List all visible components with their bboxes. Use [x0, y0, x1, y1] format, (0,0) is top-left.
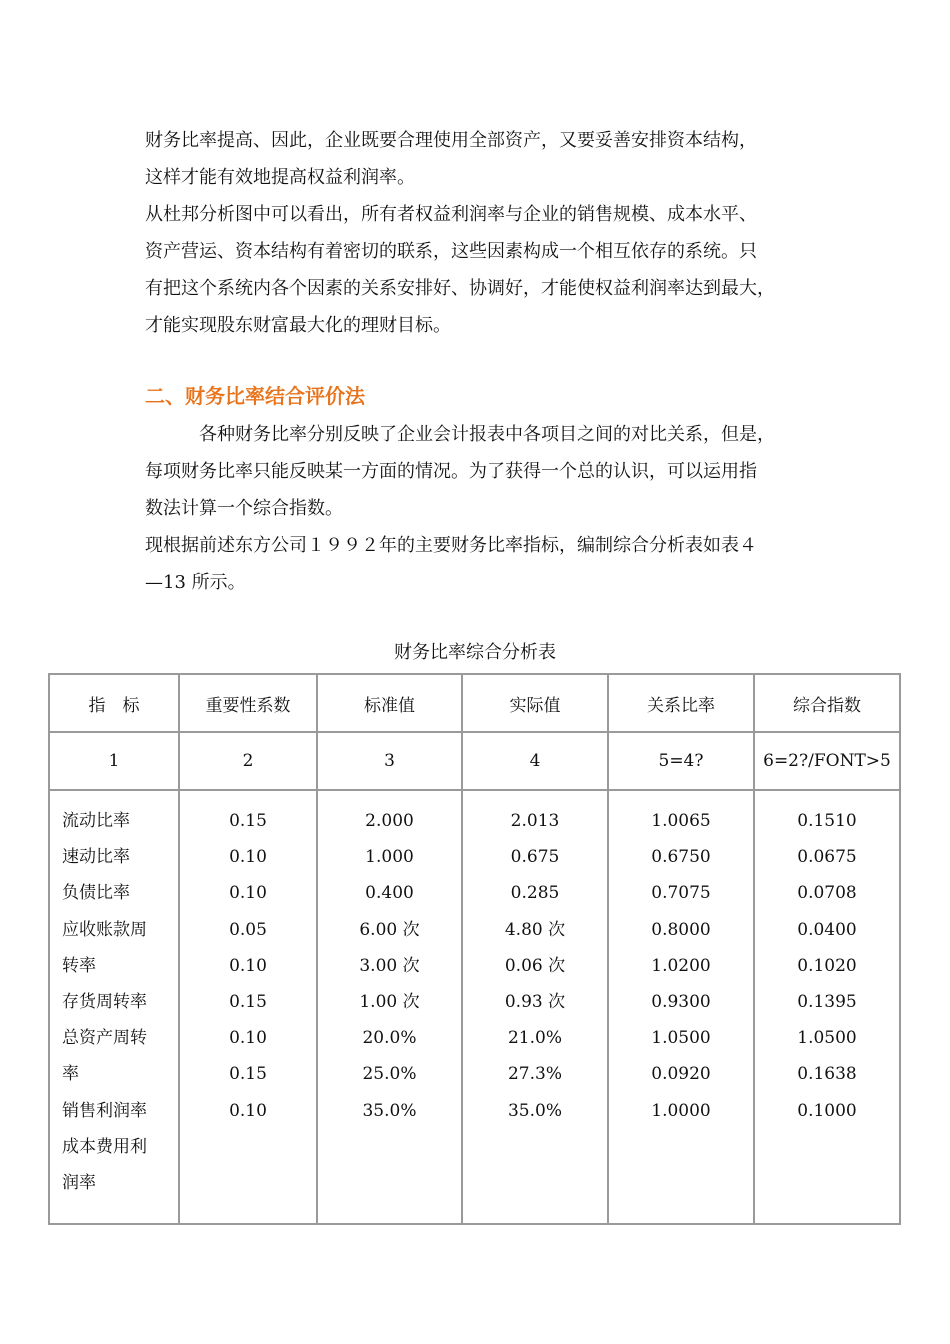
table-cell-value: 0.400 — [365, 883, 414, 904]
table-cell-value: 0.0675 — [797, 847, 857, 868]
table-cell-value: 0.0920 — [651, 1064, 711, 1085]
table-cell-value: 率 — [62, 1064, 79, 1085]
indicator-names-cell — [49, 790, 179, 1224]
table-cell-value: 0.1510 — [797, 811, 857, 831]
composite-index-cell — [754, 790, 900, 1224]
paragraph-line: 从杜邦分析图中可以看出，所有者权益利润率与企业的销售规模、成本水平、 — [145, 204, 757, 225]
section-heading: 二、财务比率结合评价法 — [145, 384, 365, 408]
paragraph-line: 这样才能有效地提高权益利润率。 — [145, 167, 415, 188]
table-cell-value: 0.0400 — [797, 919, 857, 940]
header-cell: 综合指数 — [754, 674, 900, 732]
table-cell-value: 成本费用利 — [62, 1136, 147, 1157]
number-cell: 2 — [179, 732, 317, 790]
table-cell-value: 0.9300 — [651, 991, 711, 1012]
table-cell-value: 0.1020 — [797, 955, 857, 976]
table-cell-value: 0.15 — [229, 811, 267, 831]
table-cell-value: 1.0200 — [651, 955, 711, 976]
table-cell-value: 总资产周转 — [62, 1028, 147, 1049]
paragraph-line: 每项财务比率只能反映某一方面的情况。为了获得一个总的认识，可以运用指 — [145, 461, 757, 482]
paragraph-line: 各种财务比率分别反映了企业会计报表中各项目之间的对比关系，但是， — [145, 424, 775, 445]
number-cell: 6=2?/FONT>5 — [754, 732, 900, 790]
table-cell-value: 3.00 次 — [359, 955, 420, 976]
table-cell-value: 27.3% — [507, 1064, 562, 1085]
number-cell: 3 — [317, 732, 462, 790]
table-cell-value: 0.1395 — [797, 991, 857, 1012]
header-cell: 实际值 — [462, 674, 608, 732]
table-body-row — [49, 790, 900, 1224]
paragraph-line: 数法计算一个综合指数。 — [145, 498, 343, 519]
table-cell-value: 负债比率 — [62, 883, 130, 904]
table-cell-value: 1.000 — [365, 847, 414, 868]
relation-ratio-cell — [608, 790, 754, 1224]
table-cell-value: 1.0500 — [797, 1028, 857, 1049]
paragraph-line: —13 所示。 — [145, 572, 246, 593]
table-cell-value: 0.10 — [229, 955, 267, 976]
paragraph-line: 现根据前述东方公司１９９２年的主要财务比率指标，编制综合分析表如表４ — [145, 535, 757, 556]
table-cell-value: 20.0% — [362, 1028, 417, 1049]
table-number-row — [49, 732, 900, 790]
table-cell-value: 0.10 — [229, 1100, 267, 1121]
table-cell-value: 销售利润率 — [62, 1100, 147, 1121]
table-cell-value: 0.10 — [229, 1028, 267, 1049]
table-cell-value: 0.6750 — [651, 847, 711, 868]
table-cell-value: 0.285 — [510, 883, 560, 904]
number-cell: 5=4? — [608, 732, 754, 790]
table-cell-value: 0.10 — [229, 883, 267, 904]
header-cell: 标准值 — [317, 674, 462, 732]
number-cell: 4 — [462, 732, 608, 790]
table-cell-value: 0.93 次 — [504, 991, 566, 1012]
header-cell: 关系比率 — [608, 674, 754, 732]
paragraph-line: 有把这个系统内各个因素的关系安排好、协调好，才能使权益利润率达到最大， — [145, 278, 775, 299]
paragraph-line: 财务比率提高、因此，企业既要合理使用全部资产，又要妥善安排资本结构， — [145, 130, 757, 151]
table-cell-value: 1.0500 — [651, 1028, 711, 1049]
table-cell-value: 35.0% — [507, 1100, 562, 1121]
paragraph-line: 资产营运、资本结构有着密切的联系，这些因素构成一个相互依存的系统。只 — [145, 241, 757, 262]
table-cell-value: 2.000 — [365, 811, 414, 831]
table-cell-value: 0.05 — [229, 919, 267, 940]
table-cell-value: 0.15 — [229, 991, 267, 1012]
table-cell-value: 0.1638 — [797, 1064, 857, 1085]
table-cell-value: 4.80 次 — [504, 919, 566, 940]
table-cell-value: 2.013 — [510, 811, 560, 831]
actual-values-cell — [462, 790, 608, 1224]
table-cell-value: 0.15 — [229, 1064, 267, 1085]
table-cell-value: 0.8000 — [651, 919, 711, 940]
table-cell-value: 25.0% — [362, 1064, 417, 1085]
table-cell-value: 转率 — [62, 955, 96, 976]
table-cell-value: 21.0% — [507, 1028, 562, 1049]
number-cell: 1 — [49, 732, 179, 790]
table-cell-value: 1.00 次 — [359, 991, 420, 1012]
table-cell-value: 0.10 — [229, 847, 267, 868]
table-cell-value: 1.0000 — [651, 1100, 711, 1121]
table-header-row — [49, 674, 900, 732]
table-cell-value: 0.675 — [510, 847, 560, 868]
weights-cell — [179, 790, 317, 1224]
table-caption: 财务比率综合分析表 — [394, 642, 556, 663]
header-cell: 指 标 — [49, 674, 179, 732]
table-cell-value: 存货周转率 — [62, 991, 147, 1012]
table-cell-value: 润率 — [62, 1172, 96, 1193]
table-cell-value: 应收账款周 — [62, 919, 147, 940]
table-cell-value: 6.00 次 — [359, 919, 420, 940]
paragraph-line: 才能实现股东财富最大化的理财目标。 — [145, 315, 451, 336]
table-cell-value: 0.0708 — [797, 883, 857, 904]
table-cell-value: 35.0% — [362, 1100, 417, 1121]
header-cell: 重要性系数 — [179, 674, 317, 732]
table-cell-value: 流动比率 — [62, 811, 130, 831]
table-cell-value: 0.1000 — [797, 1100, 857, 1121]
standard-values-cell — [317, 790, 462, 1224]
table-cell-value: 1.0065 — [651, 811, 711, 831]
table-cell-value: 0.06 次 — [504, 955, 566, 976]
table-cell-value: 速动比率 — [62, 847, 130, 868]
ratio-analysis-table — [48, 673, 901, 1225]
table-cell-value: 0.7075 — [651, 883, 711, 904]
